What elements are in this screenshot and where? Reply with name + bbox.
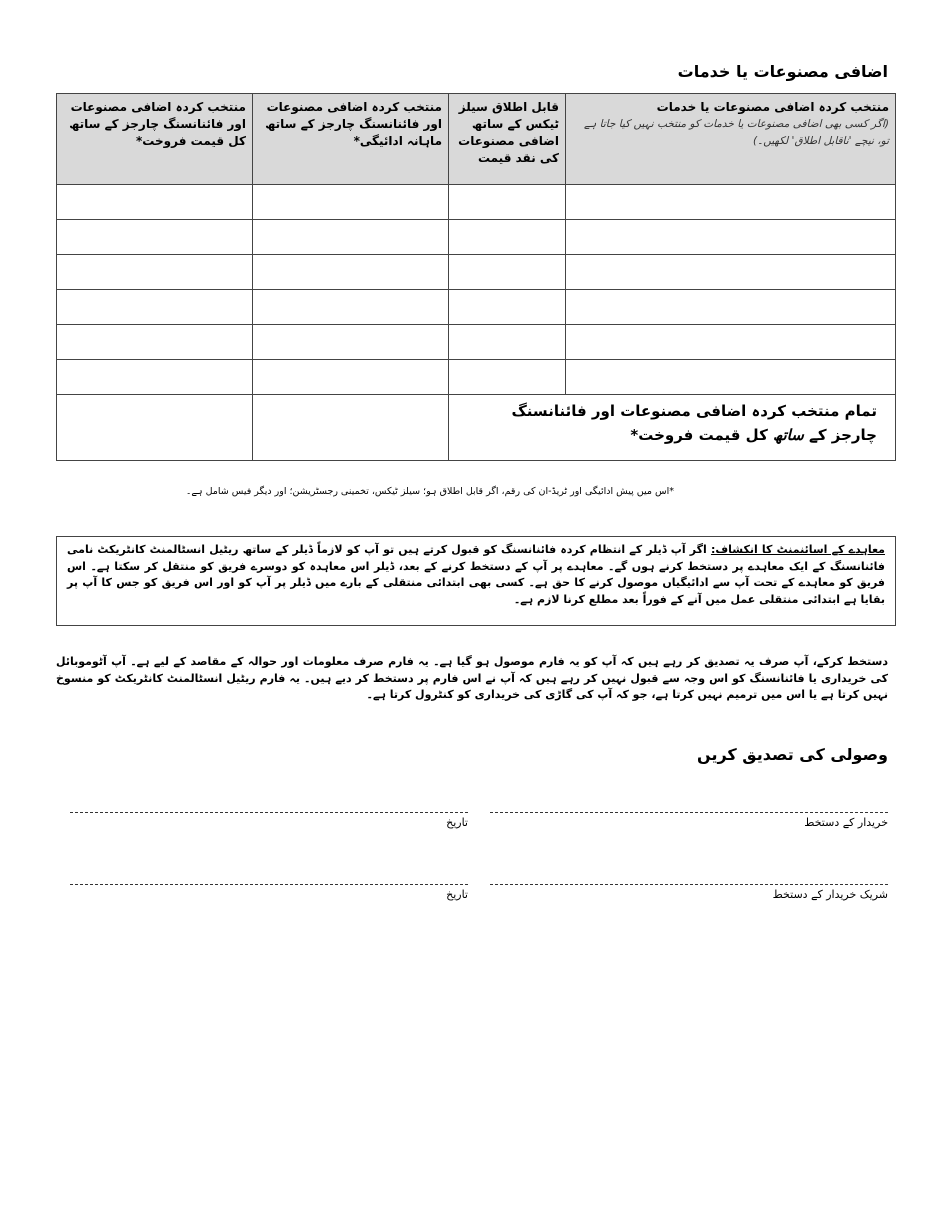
cell-cash-price[interactable] bbox=[449, 325, 566, 360]
cell-total[interactable] bbox=[57, 220, 253, 255]
cobuyer-signature-field[interactable] bbox=[490, 884, 888, 901]
table-row bbox=[57, 255, 896, 290]
total-label-part-b: کل قیمت فروخت* bbox=[630, 426, 774, 444]
buyer-date-field[interactable] bbox=[70, 812, 468, 829]
signature-line bbox=[70, 812, 468, 813]
header-monthly-payment: منتخب کردہ اضافی مصنوعات اور فائنانسنگ چارجز کے ساتھ ماہانہ ادائیگی* bbox=[253, 94, 449, 185]
cell-total[interactable] bbox=[57, 185, 253, 220]
section-title: اضافی مصنوعات یا خدمات bbox=[677, 62, 888, 81]
table-total-row bbox=[57, 395, 896, 461]
cell-product[interactable] bbox=[566, 220, 896, 255]
total-sale-price-label bbox=[449, 395, 896, 461]
buyer-signature-label: خریدار کے دستخط bbox=[804, 816, 888, 829]
total-label-emphasis: ساتھ bbox=[773, 426, 804, 444]
signing-notice: دستخط کرکے، آپ صرف یہ تصدیق کر رہے ہیں کہ آپ کو یہ فارم موصول ہو گیا ہے۔ یہ فارم صرف معلومات اور حوالہ کے مقاصد کے لیے ہے۔ آپ آٹوموبائل کی خریداری یا فائنانسنگ کو اس وجہ سے قبول نہیں کر رہے ہیں کہ آپ نے اس فارم پر دستخط کر دیے ہیں۔ یہ فارم ریٹیل انسٹالمنٹ کانٹریکٹ کو منسوخ نہیں کرتا ہے یا اس میں ترمیم نہیں کرتا ہے، جو کہ آپ کی گاڑی کی خریداری کو کنٹرول کرتا ہے۔ bbox=[56, 655, 888, 701]
cell-total-monthly[interactable] bbox=[253, 395, 449, 461]
cell-product[interactable] bbox=[566, 290, 896, 325]
header-total-sale-price: منتخب کردہ اضافی مصنوعات اور فائنانسنگ چارجز کے ساتھ کل قیمت فروخت* bbox=[57, 94, 253, 185]
assignment-heading: معاہدے کے اسائنمنٹ کا انکشاف: bbox=[710, 543, 885, 556]
cell-monthly[interactable] bbox=[253, 185, 449, 220]
signature-line bbox=[490, 884, 888, 885]
signature-line bbox=[70, 884, 468, 885]
header-products-title: منتخب کردہ اضافی مصنوعات یا خدمات bbox=[656, 100, 889, 114]
total-label-part-a: تمام منتخب کردہ اضافی مصنوعات اور فائنانسنگ چارجز کے bbox=[511, 402, 877, 444]
additional-products-table bbox=[56, 93, 896, 461]
cell-total[interactable] bbox=[57, 255, 253, 290]
cell-monthly[interactable] bbox=[253, 360, 449, 395]
footnote: *اس میں پیش ادائیگی اور ٹریڈ-ان کی رقم، اگر قابل اطلاق ہو؛ سیلز ٹیکس، تخمینی رجسٹریشن؛ اور دیگر فیس شامل ہے۔ bbox=[185, 486, 674, 497]
cell-total[interactable] bbox=[57, 290, 253, 325]
buyer-date-label: تاریخ bbox=[446, 816, 468, 829]
acknowledge-title: وصولی کی تصدیق کریں bbox=[697, 745, 888, 764]
cell-product[interactable] bbox=[566, 360, 896, 395]
table-row bbox=[57, 185, 896, 220]
cell-grand-total[interactable] bbox=[57, 395, 253, 461]
table-row bbox=[57, 360, 896, 395]
table-row bbox=[57, 325, 896, 360]
cell-cash-price[interactable] bbox=[449, 185, 566, 220]
table-row bbox=[57, 220, 896, 255]
cobuyer-date-label: تاریخ bbox=[446, 888, 468, 901]
cell-cash-price[interactable] bbox=[449, 220, 566, 255]
assignment-disclosure-box bbox=[56, 536, 896, 626]
cell-product[interactable] bbox=[566, 325, 896, 360]
cell-monthly[interactable] bbox=[253, 220, 449, 255]
cell-product[interactable] bbox=[566, 185, 896, 220]
cell-cash-price[interactable] bbox=[449, 290, 566, 325]
cell-cash-price[interactable] bbox=[449, 255, 566, 290]
table-row bbox=[57, 290, 896, 325]
cell-product[interactable] bbox=[566, 255, 896, 290]
cell-monthly[interactable] bbox=[253, 255, 449, 290]
header-cash-price: قابل اطلاق سیلز ٹیکس کے ساتھ اضافی مصنوعات کی نقد قیمت bbox=[449, 94, 566, 185]
cobuyer-date-field[interactable] bbox=[70, 884, 468, 901]
cell-cash-price[interactable] bbox=[449, 360, 566, 395]
header-products-hint: (اگر کسی بھی اضافی مصنوعات یا خدمات کو منتخب نہیں کیا جاتا ہے تو، نیچے 'ناقابل اطلاق' لکھیں۔) bbox=[584, 118, 889, 147]
cell-monthly[interactable] bbox=[253, 325, 449, 360]
cell-total[interactable] bbox=[57, 360, 253, 395]
signature-line bbox=[490, 812, 888, 813]
assignment-text: اگر آپ ڈیلر کے انتظام کردہ فائنانسنگ کو قبول کرتے ہیں تو آپ کو لازماً ڈیلر کے ساتھ ریٹیل انسٹالمنٹ کانٹریکٹ نامی فائنانسنگ کے ایک معاہدے پر دستخط کرنے ہوں گے۔ معاہدے پر آپ کے دستخط کرنے کے بعد، ڈیلر اس معاہدہ کو دوسرے فریق کو منتقل کر سکتا ہے۔ اس فریق کو معاہدے کے تحت آپ سے ادائیگیاں موصول کرنے کا حق ہے۔ کسی بھی ابتدائی منتقلی کے بارے میں ڈیلر پر آپ کو اور اس فریق کو جس کا آپ پر بقایا ہے ابتدائی منتقلی عمل میں آنے کے فوراً بعد مطلع کرنا لازم ہے۔ bbox=[67, 543, 885, 606]
cell-monthly[interactable] bbox=[253, 290, 449, 325]
cobuyer-signature-label: شریک خریدار کے دستخط bbox=[772, 888, 888, 901]
buyer-signature-field[interactable] bbox=[490, 812, 888, 829]
table-header-row bbox=[57, 94, 896, 185]
cell-total[interactable] bbox=[57, 325, 253, 360]
header-products bbox=[566, 94, 896, 185]
